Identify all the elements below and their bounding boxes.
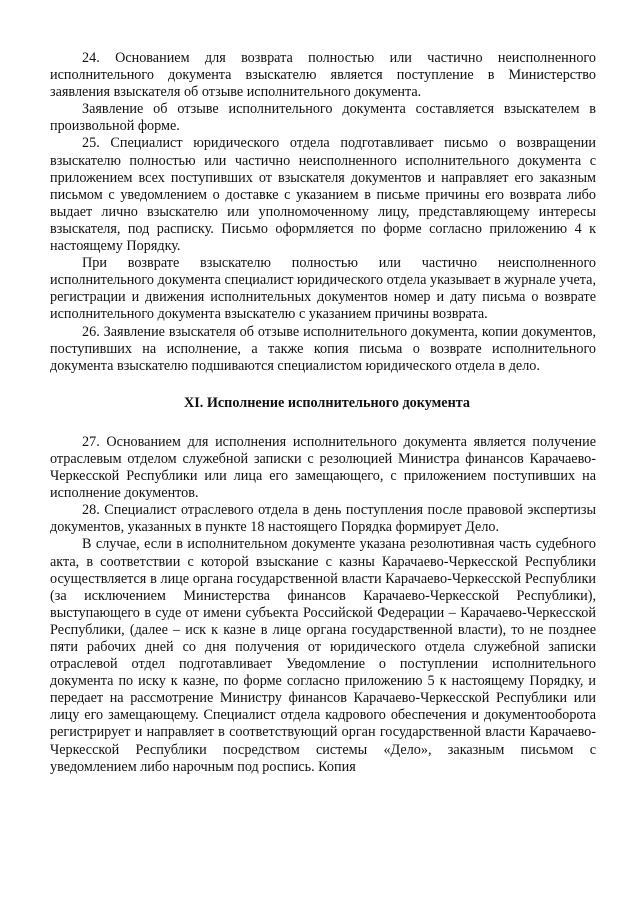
paragraph-return-journal: При возврате взыскателю полностью или частично неисполненного исполнительного документа специалист юридического отдела указывает в журнале учета, регистрации и движения исполнительных документов номер и дату письма о возврате исполнительного документа взыскателю с указанием причины возврата. <box>50 255 596 323</box>
paragraph-27: 27. Основанием для исполнения исполнительного документа является получение отраслевым отделом служебной записки с резолюцией Министра финансов Карачаево-Черкесской Республики или лица его замещающего, с приложением поступивших на исполнение документов. <box>50 433 596 502</box>
section-title: XI. Исполнение исполнительного документа <box>183 394 470 411</box>
paragraph-withdrawal-form: Заявление об отзыве исполнительного документа составляется взыскателем в произвольной форме. <box>50 101 596 135</box>
paragraph-25: 25. Специалист юридического отдела подготавливает письмо о возвращении взыскателю полностью или частично неисполненного исполнительного документа с приложением всех поступивших от взыскателя документов и направляет его заказным письмом с уведомлением о доставке с указанием в письме причины его возврата либо выдает лично взыскателю или уполномоченному лицу, представляющему интересы взыскателя, под расписку. Письмо оформляется по форме согласно приложению 4 к настоящему Порядку. <box>50 135 596 255</box>
paragraph-treasury-claim: В случае, если в исполнительном документе указана резолютивная часть судебного акта, в соответствии с которой взыскание с казны Карачаево-Черкесской Республики осуществляется в лице органа государственной власти Карачаево-Черкесской Республики (за исключением Министерства финансов Карачаево-Черкесской Республики), выступающего в суде от имени субъекта Российской Федерации – Карачаево-Черкесской Республики, (далее – иск к казне в лице органа государственной власти), то не позднее пяти рабочих дней со дня получения от юридического отдела служебной записки отраслевой отдел подготавливает Уведомление о поступлении исполнительного документа по иску к казне, по форме согласно приложению 5 к настоящему Порядку, и передает на рассмотрение Министру финансов Карачаево-Черкесской Республики или лицу его замещающему. Специалист отдела кадрового обеспечения и документооборота регистрирует и направляет в соответствующий орган государственной власти Карачаево-Черкесской Республики посредством системы «Дело», заказным письмом с уведомлением либо нарочным под роспись. Копия <box>50 536 596 775</box>
paragraph-28: 28. Специалист отраслевого отдела в день поступления после правовой экспертизы документов, указанных в пункте 18 настоящего Порядка формирует Дело. <box>50 502 596 536</box>
paragraph-24: 24. Основанием для возврата полностью или частично неисполненного исполнительного документа взыскателю является поступление в Министерство заявления взыскателя об отзыве исполнительного документа. <box>50 50 596 101</box>
paragraph-26: 26. Заявление взыскателя об отзыве исполнительного документа, копии документов, поступивших на исполнение, а также копия письма о возврате исполнительного документа взыскателю подшиваются специалистом юридического отдела в дело. <box>50 323 596 374</box>
